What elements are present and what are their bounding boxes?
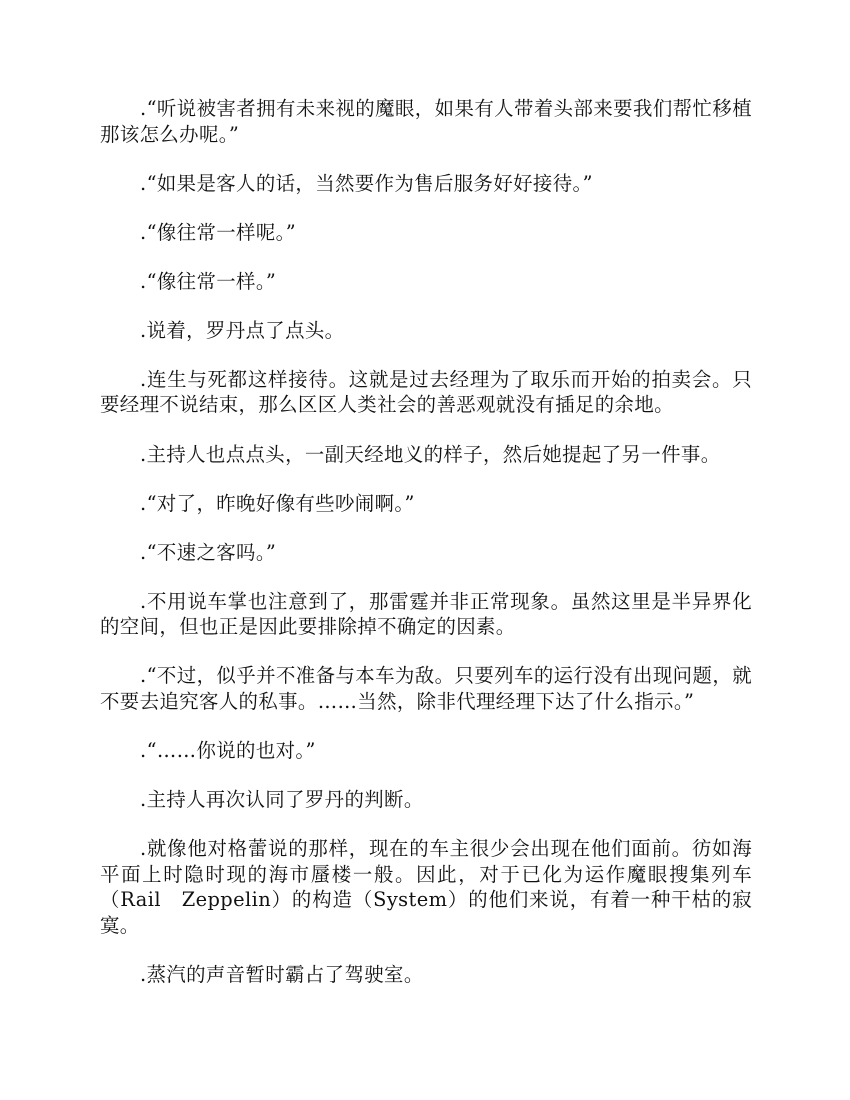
paragraph: .就像他对格蕾说的那样，现在的车主很少会出现在他们面前。彷如海平面上时隐时现的海市蜃楼一般。因此，对于已化为运作魔眼搜集列车（Rail Zeppelin）的构造（System）的他们来说，有着一种干枯的寂寞。: [100, 837, 752, 937]
paragraph: .“像往常一样。”: [140, 269, 277, 293]
paragraph: .“不过，似乎并不准备与本车为敌。只要列车的运行没有出现问题，就不要去追究客人的私事。……当然，除非代理经理下达了什么指示。”: [100, 664, 752, 713]
paragraph: .说着，罗丹点了点头。: [140, 318, 345, 342]
paragraph: .连生与死都这样接待。这就是过去经理为了取乐而开始的拍卖会。只要经理不说结束，那么区区人类社会的善恶观就没有插足的余地。: [100, 367, 752, 417]
paragraph: .“听说被害者拥有未来视的魔眼，如果有人带着头部来要我们帮忙移植那该怎么办呢。”: [100, 97, 752, 146]
paragraph: .主持人再次认同了罗丹的判断。: [140, 788, 424, 812]
paragraph: .“如果是客人的话，当然要作为售后服务好好接待。”: [140, 171, 593, 195]
paragraph: .“……你说的也对。”: [140, 739, 316, 763]
paragraph: .“不速之客吗。”: [140, 540, 277, 564]
paragraph: .蒸汽的声音暂时霸占了驾驶室。: [140, 962, 424, 986]
paragraph: .不用说车掌也注意到了，那雷霆并非正常现象。虽然这里是半异界化的空间，但也正是因此要排除掉不确定的因素。: [100, 589, 752, 639]
paragraph: .“对了，昨晚好像有些吵闹啊。”: [140, 491, 415, 515]
paragraph: .主持人也点点头，一副天经地义的样子，然后她提起了另一件事。: [140, 442, 721, 466]
document-page: [100, 96, 752, 1011]
paragraph: .“像往常一样呢。”: [140, 220, 297, 244]
